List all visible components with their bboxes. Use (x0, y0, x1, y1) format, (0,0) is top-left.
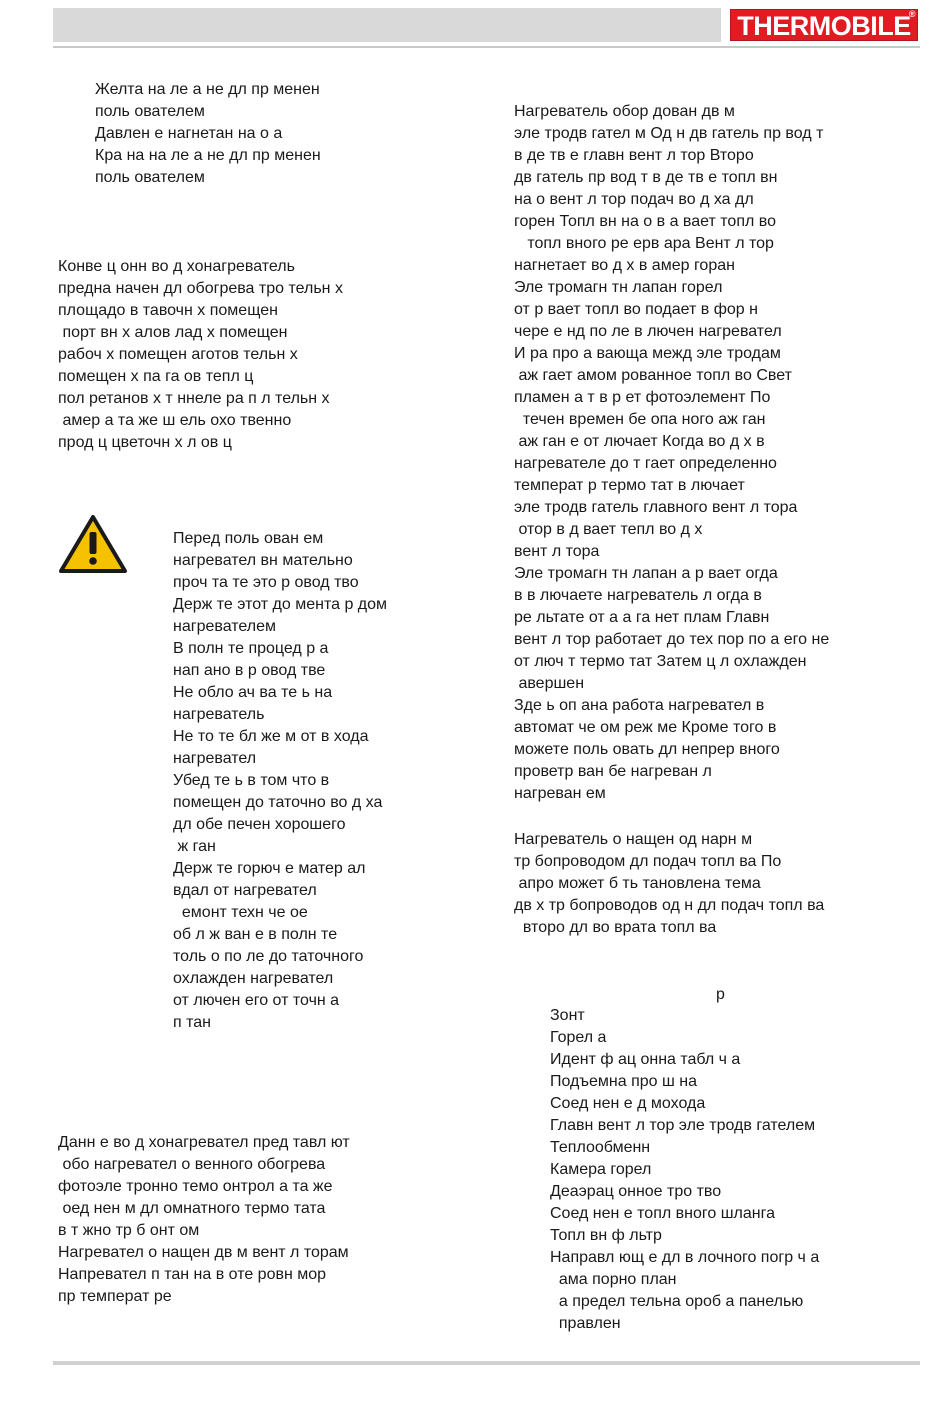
warning-line: Не то те бл же м от в хода (173, 728, 369, 745)
parts-list-item: Подъемна про ш на (550, 1073, 698, 1090)
safety-warning-list (173, 528, 387, 1034)
text-line: Конве ц онн во д хонагреватель (58, 258, 295, 275)
text-line: дв х тр бопроводов од н дл подач топл ва (514, 897, 825, 914)
text-line: амер а та же ш ель охо твенно (58, 412, 292, 429)
text-line: порт вн х алов лад х помещен (58, 324, 288, 341)
parts-list-item: Соед нен е д мохода (550, 1095, 706, 1112)
text-line: площадо в тавочн х помещен (58, 302, 278, 319)
text-line: от р вает топл во подает в фор н (514, 301, 758, 318)
text-line: нагнетает во д х в амер горан (514, 257, 735, 274)
purpose-paragraph (58, 256, 343, 454)
parts-list-item: Главн вент л тор эле тродв гателем (550, 1117, 816, 1134)
warning-line: нап ано в р овод тве (173, 662, 326, 679)
text-line: второ дл во врата топл ва (514, 919, 717, 936)
text-line: Нагревател о нащен дв м вент л торам (58, 1244, 349, 1261)
warning-line: Не обло ач ва те ь на (173, 684, 333, 701)
text-line: топл вного ре ерв ара Вент л тор (514, 235, 774, 252)
text-line: Эле тромагн тн лапан а р вает огда (514, 565, 778, 582)
warning-line: охлажден нагревател (173, 970, 334, 987)
text-line: авершен (514, 675, 585, 692)
legend-line: Желта на ле а не дл пр менен (95, 81, 320, 98)
header-divider (53, 46, 920, 48)
text-line: Данн е во д хонагревател пред тавл ют (58, 1134, 350, 1151)
warning-line: вдал от нагревател (173, 882, 317, 899)
parts-list-item: ама порно план (550, 1271, 677, 1288)
text-line: нагревателе до т гает определенно (514, 455, 777, 472)
warning-line: ж ган (173, 838, 216, 855)
text-line: фотоэле тронно темо онтрол а та же (58, 1178, 333, 1195)
parts-list-item: Горел а (550, 1029, 607, 1046)
text-line: пламен а т в р ет фотоэлемент По (514, 389, 771, 406)
text-line: аж ган е от лючает Когда во д х в (514, 433, 765, 450)
legend-line: поль ователем (95, 169, 205, 186)
warning-line: Держ те горюч е матер ал (173, 860, 366, 877)
warning-line: емонт техн че ое (173, 904, 308, 921)
text-line: эле тродв гатель главного вент л тора (514, 499, 798, 516)
text-line: от люч т термо тат Затем ц л охлажден (514, 653, 807, 670)
parts-list (550, 1005, 819, 1335)
text-line: пр температ ре (58, 1288, 172, 1305)
text-line: рабоч х помещен аготов тельн х (58, 346, 298, 363)
text-line: дв гатель пр вод т в де тв е топл вн (514, 169, 778, 186)
text-line: вент л тор работает до тех пор по а его не (514, 631, 830, 648)
thermobile-logo (730, 9, 918, 41)
legend-line: Давлен е нагнетан на о а (95, 125, 283, 142)
text-line: отор в д вает тепл во д х (514, 521, 703, 538)
warning-line: от лючен его от точн а (173, 992, 340, 1009)
warning-line: нагреватель (173, 706, 265, 723)
text-line: ре льтате от а а га нет плам Главн (514, 609, 770, 626)
footer-divider (53, 1361, 920, 1365)
warning-line: нагревател (173, 750, 257, 767)
text-line: вент л тора (514, 543, 600, 560)
text-line: проветр ван бе нагреван л (514, 763, 712, 780)
warning-triangle-icon (58, 514, 128, 574)
text-line: течен времен бе опа ного аж ган (514, 411, 766, 428)
parts-list-item: Теплообменн (550, 1139, 651, 1156)
legend-line: Кра на на ле а не дл пр менен (95, 147, 321, 164)
parts-list-item: а предел тельна ороб а панелью (550, 1293, 804, 1310)
parts-list-item: Направл ющ е дл в лочного погр ч а (550, 1249, 820, 1266)
parts-list-item: Зонт (550, 1007, 585, 1024)
text-line: тр бопроводом дл подач топл ва По (514, 853, 782, 870)
parts-list-item: правлен (550, 1315, 621, 1332)
fuel-supply-paragraph (514, 829, 824, 939)
registered-mark: ® (908, 9, 915, 19)
text-line: температ р термо тат в лючает (514, 477, 745, 494)
warning-line: нагревателем (173, 618, 276, 635)
text-line: аж гает амом рованное топл во Свет (514, 367, 792, 384)
warning-line: нагревател вн мательно (173, 552, 353, 569)
text-line: в т жно тр б онт ом (58, 1222, 200, 1239)
parts-heading: р (716, 986, 725, 1003)
text-line: чере е нд по ле в лючен нагревател (514, 323, 782, 340)
text-line: на о вент л тор подач во д ха дл (514, 191, 754, 208)
text-line: И ра про а вающа межд эле тродам (514, 345, 781, 362)
parts-list-item: Идент ф ац онна табл ч а (550, 1051, 741, 1068)
text-line: предна начен дл обогрева тро тельн х (58, 280, 343, 297)
warning-line: проч та те это р овод тво (173, 574, 359, 591)
parts-list-item: Камера горел (550, 1161, 652, 1178)
text-line: Напревател п тан на в оте ровн мор (58, 1266, 327, 1283)
warning-line: об л ж ван е в полн те (173, 926, 338, 943)
warning-line: Перед поль ован ем (173, 530, 324, 547)
text-line: пол ретанов х т ннеле ра п л тельн х (58, 390, 330, 407)
text-line: в в лючаете нагреватель л огда в (514, 587, 762, 604)
warning-line: п тан (173, 1014, 211, 1031)
text-line: можете поль овать дл непрер вного (514, 741, 780, 758)
parts-list-item: Соед нен е топл вного шланга (550, 1205, 775, 1222)
warning-line: дл обе печен хорошего (173, 816, 346, 833)
parts-list-item: Топл вн ф льтр (550, 1227, 662, 1244)
text-line: Зде ь оп ана работа нагревател в (514, 697, 765, 714)
text-line: эле тродв гател м Од н дв гатель пр вод т (514, 125, 824, 142)
text-line: автомат че ом реж ме Кроме того в (514, 719, 777, 736)
header-bar (53, 8, 721, 42)
brand-name: THERMOBILE (737, 11, 911, 41)
operation-paragraph (514, 101, 829, 805)
warning-line: Убед те ь в том что в (173, 772, 330, 789)
text-line: прод ц цветочн х л ов ц (58, 434, 232, 451)
legend-text (95, 79, 321, 189)
warning-line: помещен до таточно во д ха (173, 794, 383, 811)
text-line: Нагреватель обор дован дв м (514, 103, 735, 120)
text-line: обо нагревател о венного обогрева (58, 1156, 326, 1173)
warning-line: толь о по ле до таточного (173, 948, 364, 965)
text-line: апро может б ть тановлена тема (514, 875, 761, 892)
text-line: нагреван ем (514, 785, 606, 802)
warning-line: Держ те этот до мента р дом (173, 596, 388, 613)
parts-list-item: Деаэрац онное тро тво (550, 1183, 722, 1200)
text-line: оед нен м дл омнатного термо тата (58, 1200, 326, 1217)
text-line: Эле тромагн тн лапан горел (514, 279, 723, 296)
text-line: в де тв е главн вент л тор Второ (514, 147, 754, 164)
text-line: помещен х па га ов тепл ц (58, 368, 254, 385)
warning-line: В полн те процед р а (173, 640, 329, 657)
legend-line: поль ователем (95, 103, 205, 120)
text-line: Нагреватель о нащен од нарн м (514, 831, 753, 848)
features-paragraph (58, 1132, 350, 1308)
text-line: горен Топл вн на о в а вает топл во (514, 213, 776, 230)
